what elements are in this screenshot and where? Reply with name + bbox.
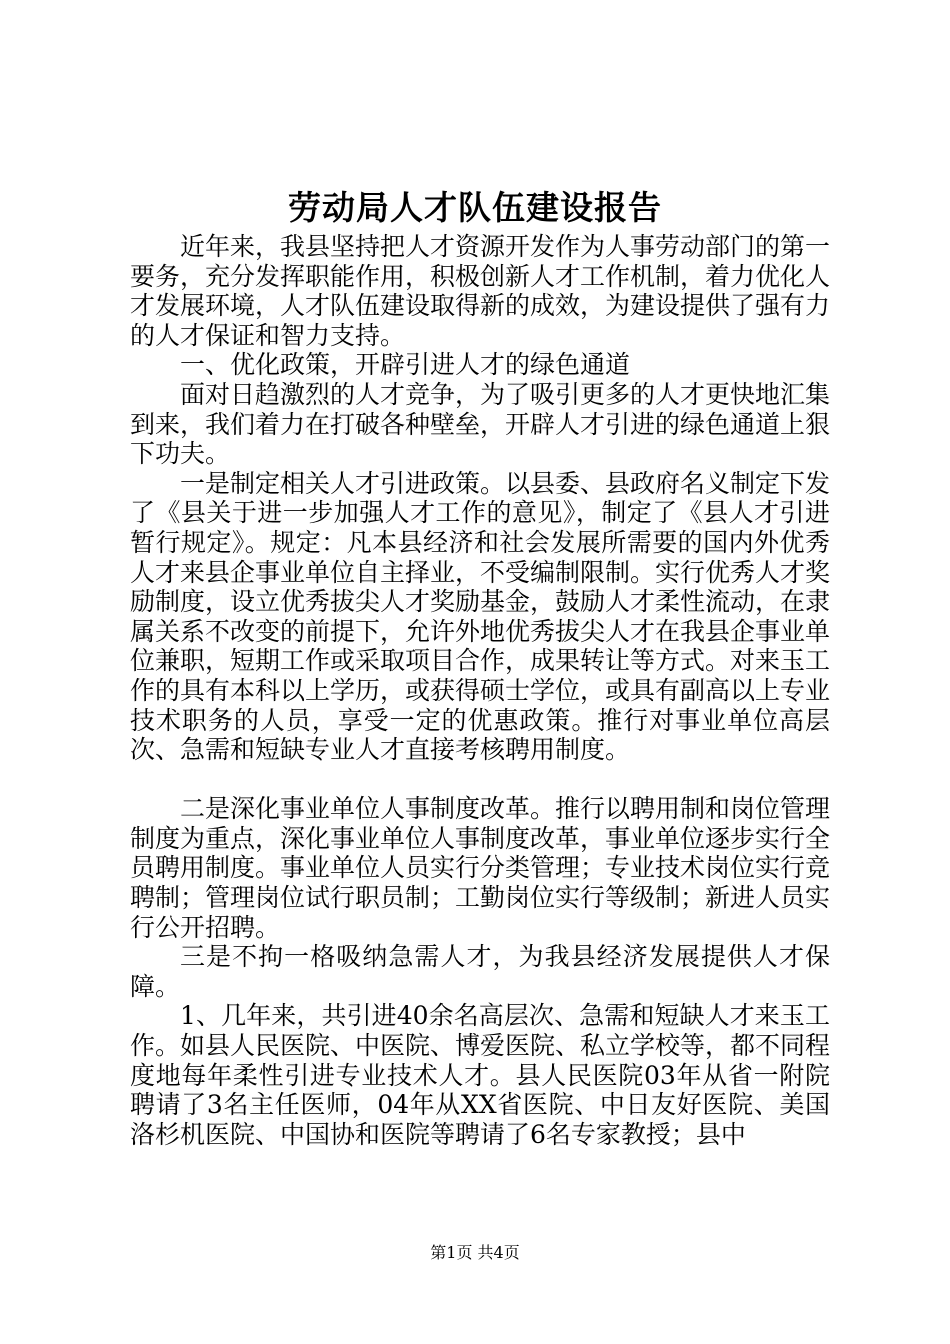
page-footer: 第1页 共4页	[430, 1243, 520, 1262]
document-title: 劳动局人才队伍建设报告	[288, 188, 662, 227]
section-heading-1: 一、优化政策，开辟引进人才的绿色通道	[180, 350, 631, 380]
paragraph-policy: 一是制定相关人才引进政策。以县委、县政府名义制定下发了《县关于进一步加强人才工作的意见》，制定了《县人才引进暂行规定》。规定：凡本县经济和社会发展所需要的国内外优秀人才来县企事业单位自主择业，不受编制限制。实行优秀人才奖励制度，设立优秀拔尖人才奖励基金，鼓励人才柔性流动，在隶属关系不改变的前提下，允许外地优秀拔尖人才在我县企事业单位兼职，短期工作或采取项目合作，成果转让等方式。对来玉工作的具有本科以上学历，或获得硕士学位，或具有副高以上专业技术职务的人员，享受一定的优惠政策。推行对事业单位高层次、急需和短缺专业人才直接考核聘用制度。	[130, 468, 831, 765]
paragraph-reform: 二是深化事业单位人事制度改革。推行以聘用制和岗位管理制度为重点，深化事业单位人事制度改革，事业单位逐步实行全员聘用制度。事业单位人员实行分类管理；专业技术岗位实行竞聘制；管理岗位试行职员制；工勤岗位实行等级制；新进人员实行公开招聘。	[130, 794, 831, 942]
paragraph-intro: 近年来，我县坚持把人才资源开发作为人事劳动部门的第一要务，充分发挥职能作用，积极创新人才工作机制，着力优化人才发展环境，人才队伍建设取得新的成效，为建设提供了强有力的人才保证和智力支持。	[130, 232, 831, 350]
paragraph-introduced-talent: 1、几年来，共引进40余名高层次、急需和短缺人才来玉工作。如县人民医院、中医院、博爱医院、私立学校等，都不同程度地每年柔性引进专业技术人才。县人民医院03年从省一附院聘请了3名主任医师，04年从XX省医院、中日友好医院、美国洛杉机医院、中国协和医院等聘请了6名专家教授；县中	[130, 1001, 831, 1149]
document-body	[130, 232, 830, 1149]
paragraph-competition: 面对日趋激烈的人才竞争，为了吸引更多的人才更快地汇集到来，我们着力在打破各种壁垒，开辟人才引进的绿色通道上狠下功夫。	[130, 379, 831, 469]
paragraph-spacer	[130, 765, 830, 795]
paragraph-talent-absorb: 三是不拘一格吸纳急需人才，为我县经济发展提供人才保障。	[130, 942, 830, 1001]
